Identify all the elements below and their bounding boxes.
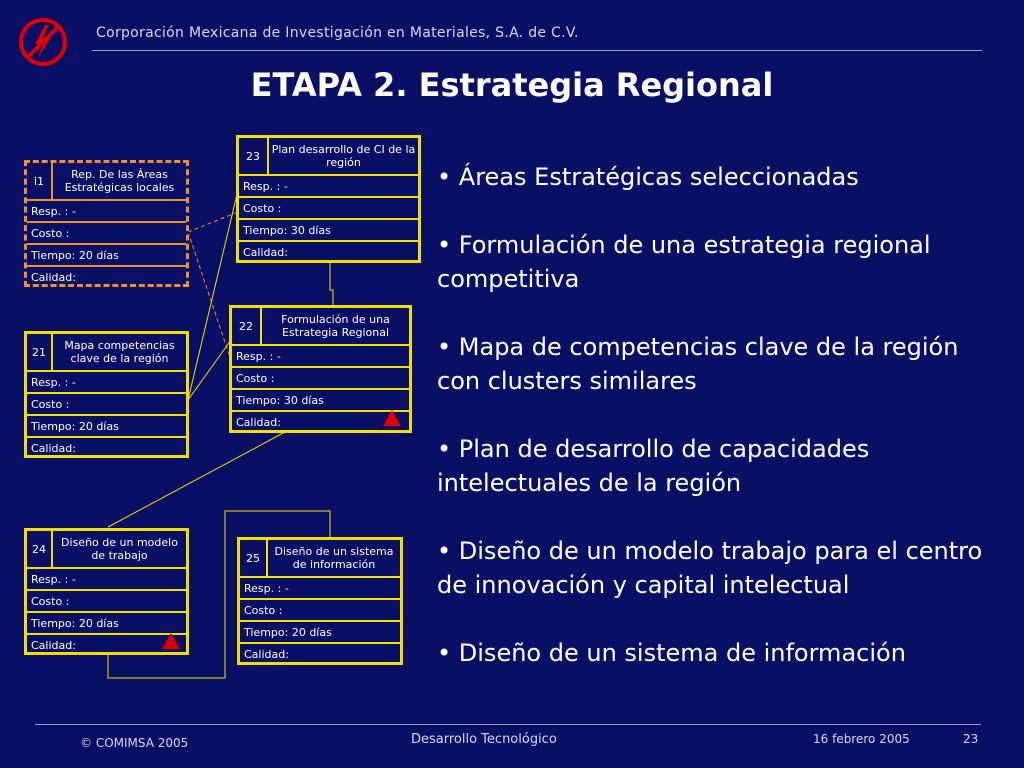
dashed-connector: [188, 232, 231, 360]
task-resp: Resp. : -: [240, 578, 400, 600]
task-tiempo: Tiempo: 20 días: [27, 245, 186, 267]
task-tiempo: Tiempo: 20 días: [27, 613, 186, 635]
task-title: Diseño de un sistema de información: [274, 545, 394, 571]
connector: [330, 262, 333, 305]
connector: [188, 340, 231, 400]
task-costo: Costo :: [27, 591, 186, 613]
task-costo: Costo :: [239, 198, 418, 220]
task-card-23[interactable]: [236, 135, 421, 263]
task-number: 23: [239, 138, 269, 174]
organization-name: Corporación Mexicana de Investigación en Materiales, S.A. de C.V.: [96, 25, 579, 41]
task-tiempo: Tiempo: 30 días: [239, 220, 418, 242]
task-tiempo: Tiempo: 20 días: [27, 416, 186, 438]
task-title: Formulación de una Estrategia Regional: [281, 313, 390, 339]
task-number: 24: [27, 531, 53, 567]
task-tiempo: Tiempo: 30 días: [232, 390, 409, 412]
bullet-item: • Mapa de competencias clave de la región con clusters similares: [437, 333, 959, 395]
task-title: Mapa competencias clave de la región: [64, 339, 175, 365]
task-number: 22: [232, 308, 262, 344]
task-calidad: Calidad:: [31, 270, 76, 284]
task-title: Diseño de un modelo de trabajo: [61, 536, 178, 562]
task-number: 21: [27, 334, 53, 370]
task-title: Plan desarrollo de CI de la región: [271, 143, 416, 169]
footer-date: 16 febrero 2005: [813, 732, 910, 746]
task-resp: Resp. : -: [27, 201, 186, 223]
footer-center: Desarrollo Tecnológico: [411, 732, 557, 747]
task-resp: Resp. : -: [232, 346, 409, 368]
task-tiempo: Tiempo: 20 días: [240, 622, 400, 644]
bullet-list: [437, 160, 1007, 670]
task-calidad: Calidad:: [243, 245, 288, 259]
warning-triangle-icon: [383, 410, 401, 426]
bullet-item: • Plan de desarrollo de capacidades intelectuales de la región: [437, 435, 870, 497]
page-number: 23: [963, 732, 979, 746]
task-card-i1[interactable]: [24, 160, 189, 287]
bullet-item: • Formulación de una estrategia regional competitiva: [437, 231, 931, 293]
task-costo: Costo :: [232, 368, 409, 390]
task-costo: Costo :: [27, 394, 186, 416]
task-calidad: Calidad:: [31, 638, 76, 652]
task-costo: Costo :: [27, 223, 186, 245]
task-card-25[interactable]: [237, 537, 403, 665]
task-number: i1: [27, 163, 53, 199]
bullet-item: • Diseño de un modelo trabajo para el centro de innovación y capital intelectual: [437, 537, 983, 599]
task-calidad: Calidad:: [31, 441, 76, 455]
task-calidad: Calidad:: [244, 647, 289, 661]
slide-title: ETAPA 2. Estrategia Regional: [250, 66, 774, 104]
bullet-item: • Áreas Estratégicas seleccionadas: [437, 163, 859, 191]
task-card-21[interactable]: [24, 331, 189, 458]
bullet-item: • Diseño de un sistema de información: [437, 639, 906, 667]
task-resp: Resp. : -: [27, 372, 186, 394]
task-resp: Resp. : -: [27, 569, 186, 591]
footer-copyright: © COMIMSA 2005: [80, 736, 189, 750]
footer-divider: [35, 724, 981, 725]
task-costo: Costo :: [240, 600, 400, 622]
task-title: Rep. De las Áreas Estratégicas locales: [64, 168, 175, 194]
task-calidad: Calidad:: [236, 415, 281, 429]
task-number: 25: [240, 540, 268, 576]
warning-triangle-icon: [162, 633, 180, 649]
task-resp: Resp. : -: [239, 176, 418, 198]
